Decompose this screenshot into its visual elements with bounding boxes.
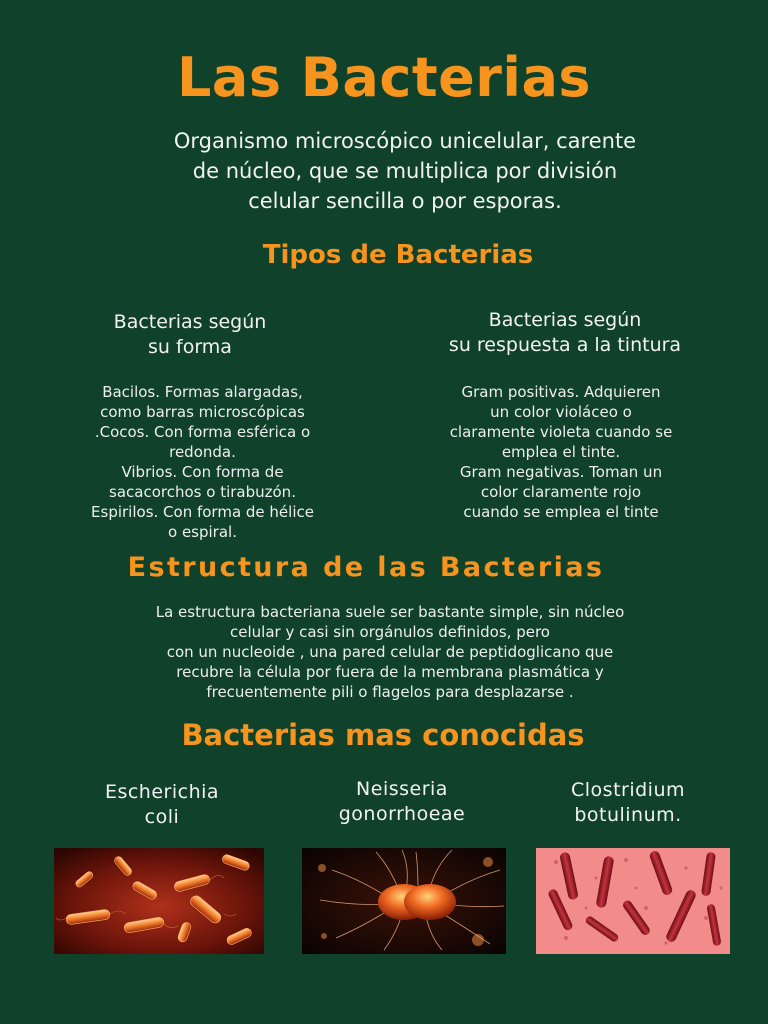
ecoli-illustration [54, 848, 264, 954]
tintura-heading: Bacterias según su respuesta a la tintura [448, 309, 682, 356]
estructura-text: La estructura bacteriana suele ser bastante simple, sin núcleo celular y casi sin orgánulos definidos, pero con un nucleoide , una pared celular de peptidoglicano que recubre la célula por fuera de la membrana plasmática y frecuentemente pili o flagelos para desplazarse . [155, 603, 625, 701]
neisseria-illustration [302, 848, 506, 954]
estructura-heading: Estructura de las Bacterias [127, 552, 605, 583]
tipos-heading: Tipos de Bacterias [262, 240, 534, 270]
forma-list: Bacilos. Formas alargadas, como barras microscópicas .Cocos. Con forma esférica o redonda. Vibrios. Con forma de sacacorchos o tirabuzón. Espirilos. Con forma de hélice o espiral. [91, 383, 314, 541]
clostridium-illustration [536, 848, 730, 954]
page-title: Las Bacterias [176, 46, 592, 109]
conocidas-heading: Bacterias mas conocidas [181, 718, 585, 752]
species-name-clostridium: Clostridium botulinum. [571, 779, 685, 826]
neisseria-image [302, 848, 506, 954]
species-name-ecoli: Escherichia coli [104, 781, 220, 828]
tintura-list: Gram positivas. Adquieren un color violáceo o claramente violeta cuando se emplea el tinte. Gram negativas. Toman un color claramente rojo cuando se emplea el tinte [449, 383, 673, 521]
clostridium-image [536, 848, 730, 954]
forma-heading: Bacterias según su forma [113, 311, 267, 358]
intro-text: Organismo microscópico unicelular, carente de núcleo, que se multiplica por división celular sencilla o por esporas. [173, 129, 637, 213]
species-name-neisseria: Neisseria gonorrhoeae [338, 778, 466, 825]
ecoli-image [54, 848, 264, 954]
